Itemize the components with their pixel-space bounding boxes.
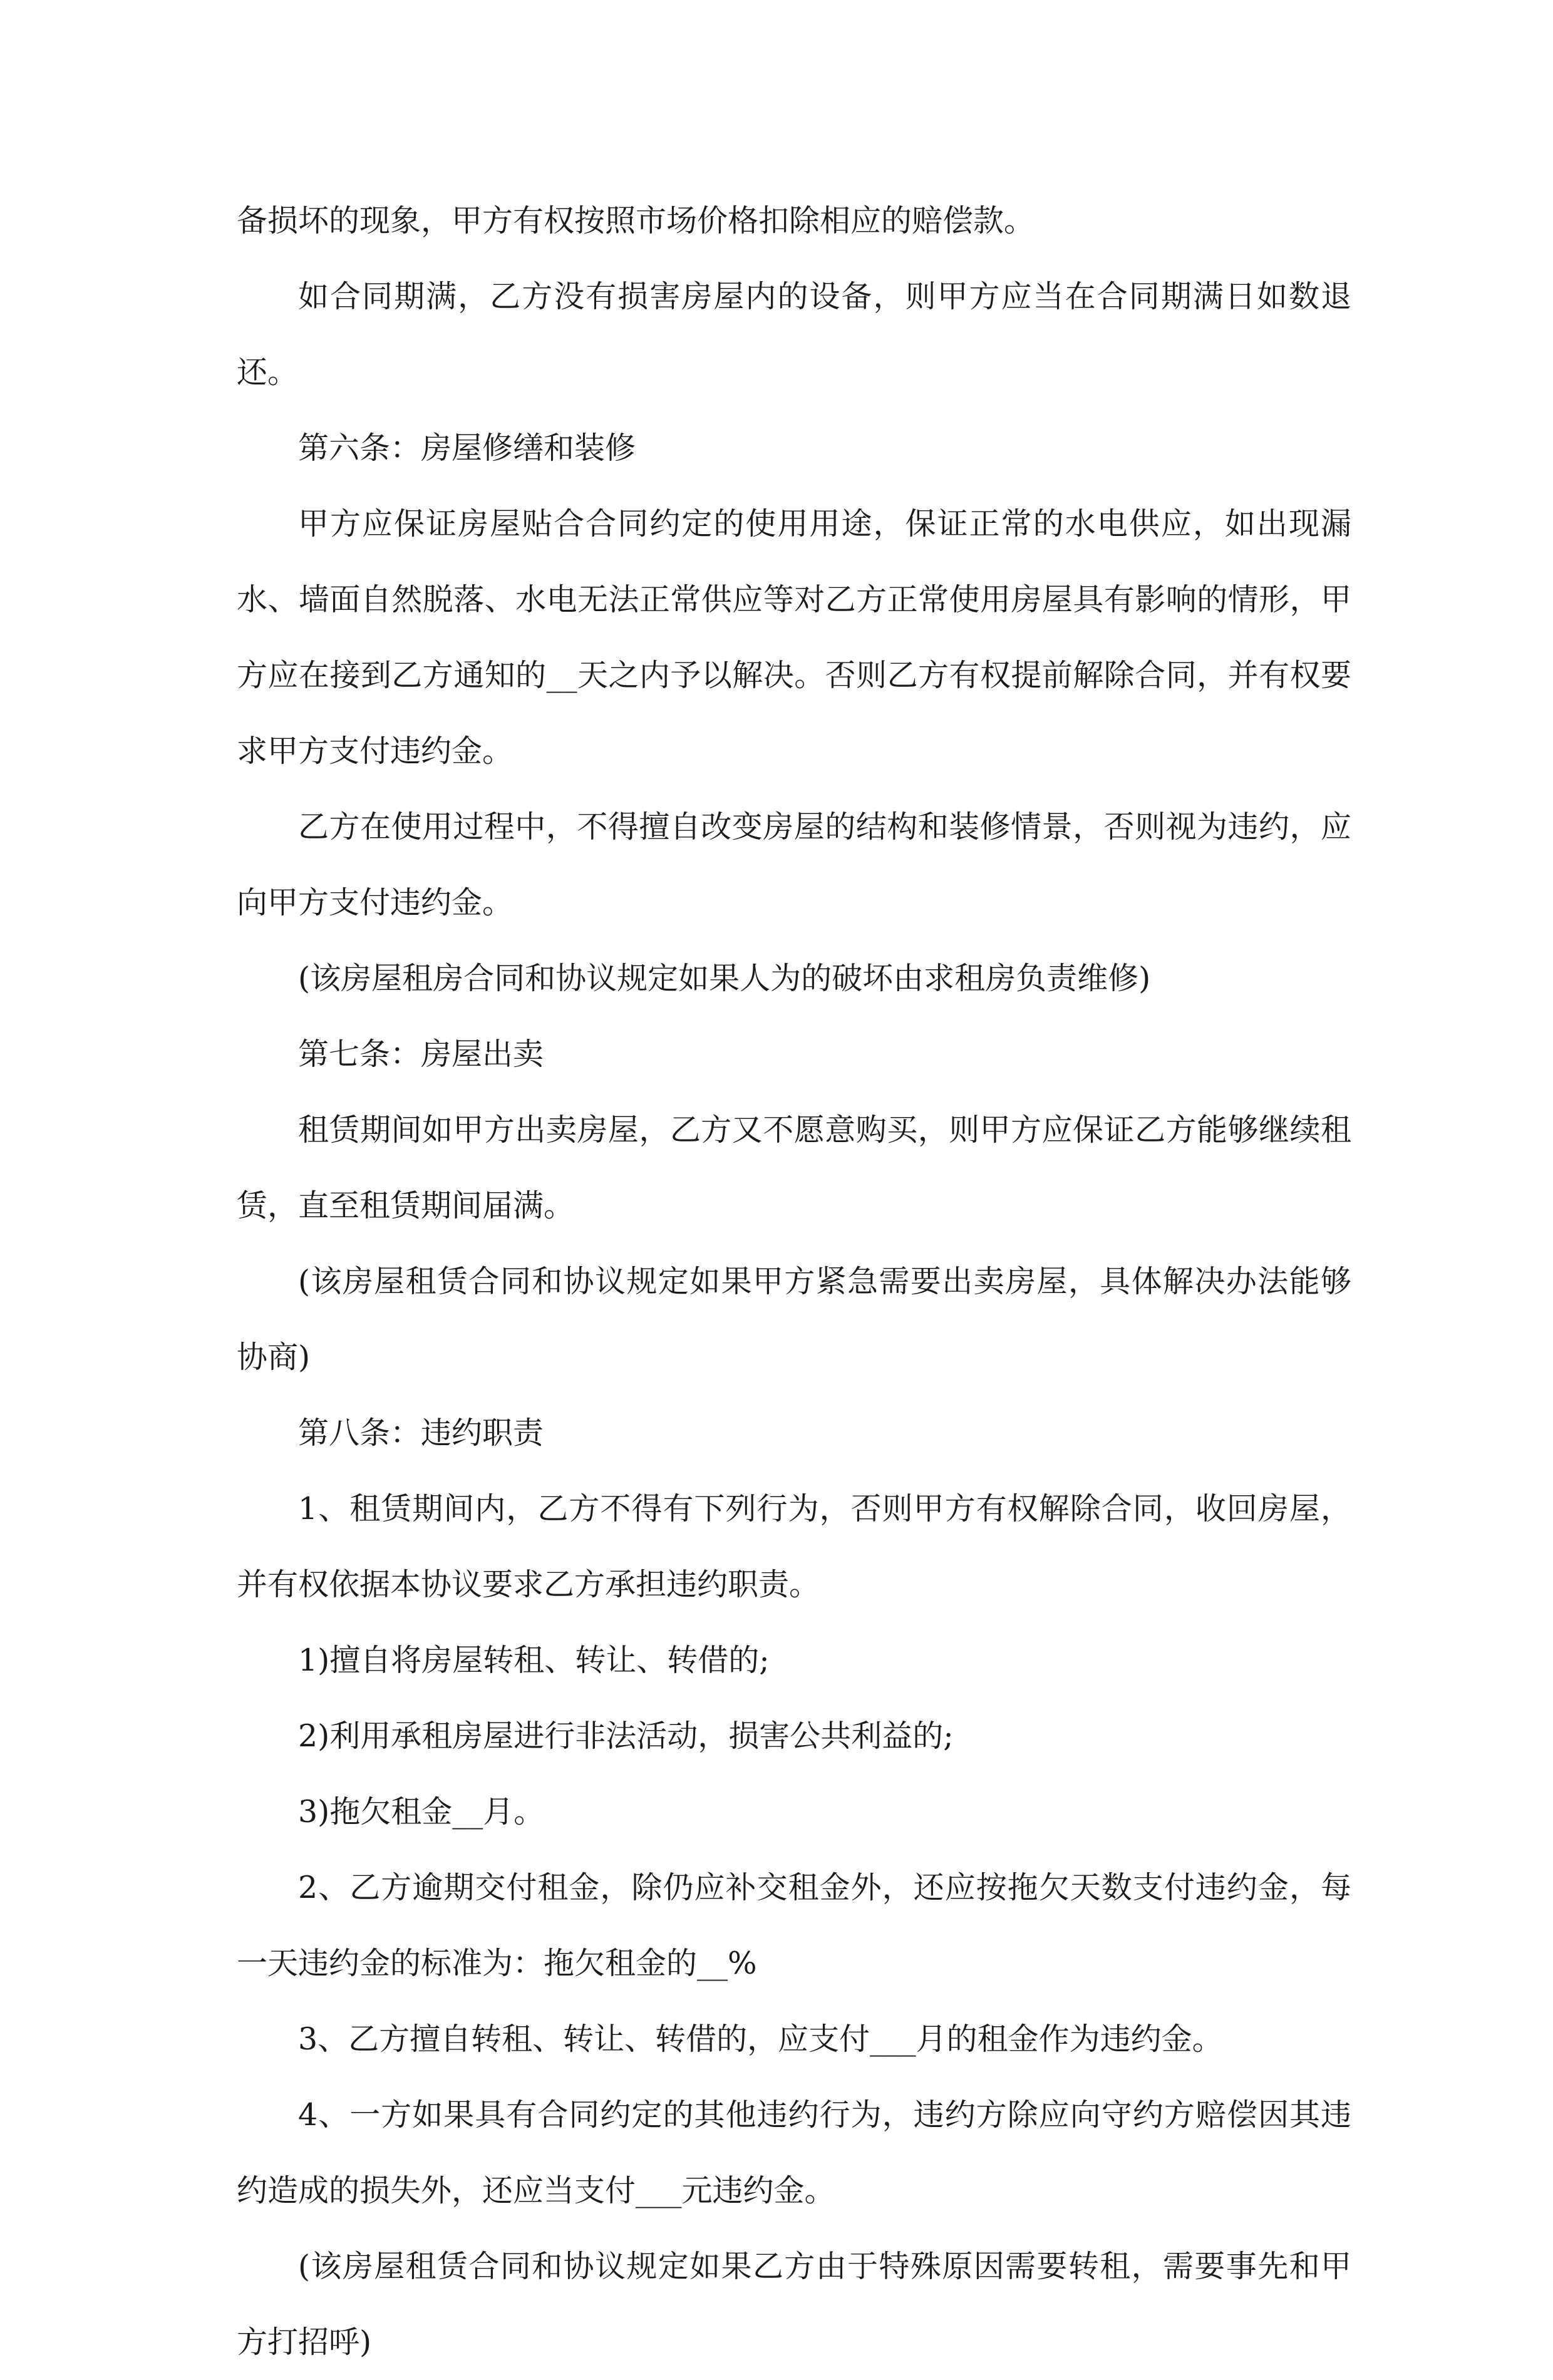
list-item-illegal-activity: 2)利用承租房屋进行非法活动，损害公共利益的; xyxy=(298,1718,954,1754)
paragraph-contract-expiry: 如合同期满，乙方没有损害房屋内的设备，则甲方应当在合同期满日如数退还。 xyxy=(237,279,1351,390)
note-urgent-sale: (该房屋租赁合同和协议规定如果甲方紧急需要出卖房屋，具体解决办法能够协商) xyxy=(237,1264,1351,1375)
article-8-heading: 第八条：违约职责 xyxy=(298,1415,544,1451)
paragraph-continuation: 备损坏的现象，甲方有权按照市场价格扣除相应的赔偿款。 xyxy=(237,203,1035,239)
clause-4-other-breach: 4、一方如果具有合同约定的其他违约行为，违约方除应向守约方赔偿因其违约造成的损失外，还应当支付___元违约金。 xyxy=(237,2097,1351,2208)
clause-3-sublet-penalty: 3、乙方擅自转租、转让、转借的，应支付___月的租金作为违约金。 xyxy=(298,2021,1223,2057)
list-item-rent-arrears: 3)拖欠租金__月。 xyxy=(298,1794,545,1830)
clause-1-prohibited-acts: 1、租赁期间内，乙方不得有下列行为，否则甲方有权解除合同，收回房屋，并有权依据本协议要求乙方承担违约职责。 xyxy=(237,1491,1351,1602)
clause-2-late-payment: 2、乙方逾期交付租金，除仍应补交租金外，还应按拖欠天数支付违约金，每一天违约金的标准为：拖欠租金的__% xyxy=(237,1870,1351,1981)
article-6-heading: 第六条：房屋修缮和装修 xyxy=(298,430,636,466)
paragraph-no-alteration: 乙方在使用过程中，不得擅自改变房屋的结构和装修情景，否则视为违约，应向甲方支付违约金。 xyxy=(237,809,1351,920)
note-sublet-notice: (该房屋租赁合同和协议规定如果乙方由于特殊原因需要转租，需要事先和甲方打招呼) xyxy=(237,2249,1351,2360)
document-body xyxy=(237,183,1351,2380)
paragraph-house-sale: 租赁期间如甲方出卖房屋，乙方又不愿意购买，则甲方应保证乙方能够继续租赁，直至租赁期间届满。 xyxy=(237,1112,1351,1223)
article-7-heading: 第七条：房屋出卖 xyxy=(298,1036,544,1072)
list-item-sublet: 1)擅自将房屋转租、转让、转借的; xyxy=(298,1642,770,1678)
note-damage-repair: (该房屋租房合同和协议规定如果人为的破坏由求租房负责维修) xyxy=(298,961,1151,996)
paragraph-maintenance: 甲方应保证房屋贴合合同约定的使用用途，保证正常的水电供应，如出现漏水、墙面自然脱落、水电无法正常供应等对乙方正常使用房屋具有影响的情形，甲方应在接到乙方通知的__天之内予以解决。否则乙方有权提前解除合同，并有权要求甲方支付违约金。 xyxy=(237,506,1351,769)
